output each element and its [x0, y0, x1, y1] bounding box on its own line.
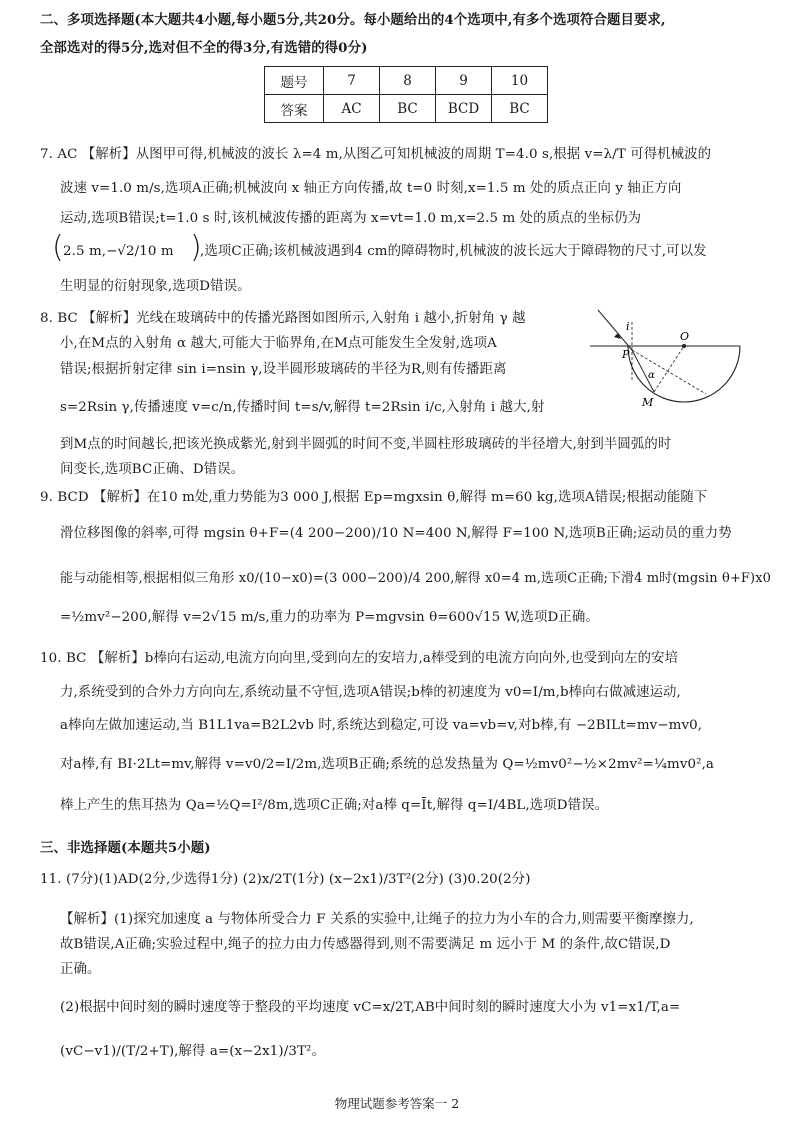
q7-line5: 生明显的衍射现象,选项D错误。: [60, 279, 251, 294]
label-alpha: α: [648, 370, 655, 381]
q8-line4: s=2Rsin γ,传播速度 v=c/n,传播时间 t=s/v,解得 t=2Rsin i/c,入射角 i 越大,射: [60, 400, 545, 415]
radius-om: [654, 346, 684, 392]
q7-coordinate: 2.5 m,−√2/10 m: [63, 244, 174, 259]
q9-line4: =½mv²−200,解得 v=2√15 m/s,重力的功率为 P=mgvsin θ=600√15 W,选项D正确。: [60, 610, 599, 625]
q7-line3: 运动,选项B错误;t=1.0 s 时,该机械波传播的距离为 x=vt=1.0 m,x=2.5 m 处的质点的坐标仍为: [60, 211, 642, 226]
table-cell: 8: [380, 67, 436, 95]
close-paren: ): [190, 230, 202, 265]
row-label-answer: 答案: [265, 95, 324, 123]
q10-line3: a棒向左做加速运动,当 B1L1va=B2L2vb 时,系统达到稳定,可设 va=vb=v,对b棒,有 −2BILt=mv−mv0,: [60, 718, 703, 733]
q11-line6: (vC−v1)/(T/2+T),解得 a=(x−2x1)/3T²。: [60, 1044, 325, 1059]
q10-line1: 10. BC 【解析】b棒向右运动,电流方向向里,受到向左的安培力,a棒受到的电流方向向外,也受到向左的安培: [40, 651, 679, 666]
q11-line4: 正确。: [60, 962, 101, 977]
q11-line3: 故B错误,A正确;实验过程中,绳子的拉力由力传感器得到,则不需要满足 m 远小于 M 的条件,故C错误,D: [60, 937, 671, 952]
q8-line3: 错误;根据折射定律 sin i=nsin γ,设半圆形玻璃砖的半径为R,则有传播距离: [60, 362, 507, 377]
q10-line4: 对a棒,有 BI·2Lt=mv,解得 v=v0/2=I/2m,选项B正确;系统的总发热量为 Q=½mv0²−½×2mv²=¼mv0²,a: [60, 757, 715, 772]
glass-semicircle-diagram: [588, 300, 748, 410]
table-cell: 7: [324, 67, 380, 95]
q9-line1: 9. BCD 【解析】在10 m处,重力势能为3 000 J,根据 Ep=mgxsin θ,解得 m=60 kg,选项A错误;根据动能随下: [40, 490, 708, 505]
q7-line4: ,选项C正确;该机械波遇到4 cm的障碍物时,机械波的波长远大于障碍物的尺寸,可以发: [200, 244, 707, 259]
answer-table-row-answers: [265, 95, 548, 123]
section2-header-line2: 全部选对的得5分,选对但不全的得3分,有选错的得0分): [40, 40, 368, 56]
table-cell: BC: [492, 95, 548, 123]
section2-header-line1: 二、多项选择题(本大题共4小题,每小题5分,共20分。每小题给出的4个选项中,有多个选项符合题目要求,: [40, 12, 666, 28]
table-cell: 9: [436, 67, 492, 95]
open-paren: (: [52, 230, 64, 265]
table-cell: 10: [492, 67, 548, 95]
table-cell: BC: [380, 95, 436, 123]
section3-header: 三、非选择题(本题共5小题): [40, 840, 211, 856]
page-footer: 物理试题参考答案一 2: [334, 1096, 460, 1111]
center-point: [682, 344, 686, 348]
answer-table-row-numbers: [265, 67, 548, 95]
table-cell: AC: [324, 95, 380, 123]
table-cell: BCD: [436, 95, 492, 123]
answer-table: [264, 66, 548, 123]
label-O: O: [680, 330, 690, 343]
q8-line1: 8. BC 【解析】光线在玻璃砖中的传播光路图如图所示,入射角 i 越小,折射角 γ 越: [40, 311, 526, 326]
label-M: M: [642, 396, 654, 409]
q10-line5: 棒上产生的焦耳热为 Qa=½Q=I²/8m,选项C正确;对a棒 q=Īt,解得 q=I/4BL,选项D错误。: [60, 798, 609, 813]
q7-line2: 波速 v=1.0 m/s,选项A正确;机械波向 x 轴正方向传播,故 t=0 时刻,x=1.5 m 处的质点正向 y 轴正方向: [60, 181, 682, 196]
q8-line6: 间变长,选项BC正确、D错误。: [60, 462, 245, 477]
label-i: i: [626, 320, 630, 333]
label-P: P: [622, 348, 630, 361]
q11-line1: 11. (7分)(1)AD(2分,少选得1分) (2)x/2T(1分) (x−2x1)/3T²(2分) (3)0.20(2分): [40, 872, 531, 887]
q8-line5: 到M点的时间越长,把该光换成紫光,射到半圆弧的时间不变,半圆柱形玻璃砖的半径增大,射到半圆弧的时: [60, 437, 672, 452]
q8-line2: 小,在M点的入射角 α 越大,可能大于临界角,在M点可能发生全发射,选项A: [60, 336, 497, 351]
q10-line2: 力,系统受到的合外力方向向左,系统动量不守恒,选项A错误;b棒的初速度为 v0=I/m,b棒向右做减速运动,: [60, 685, 681, 700]
q11-line5: (2)根据中间时刻的瞬时速度等于整段的平均速度 vC=x/2T,AB中间时刻的瞬时速度大小为 v1=x1/T,a=: [60, 1000, 681, 1015]
q7-line1: 7. AC 【解析】从图甲可得,机械波的波长 λ=4 m,从图乙可知机械波的周期 T=4.0 s,根据 v=λ/T 可得机械波的: [40, 147, 712, 162]
row-label-number: 题号: [265, 67, 324, 95]
q11-line2: 【解析】(1)探究加速度 a 与物体所受合力 F 关系的实验中,让绳子的拉力为小车的合力,则需要平衡摩擦力,: [60, 912, 694, 927]
q9-line2: 滑位移图像的斜率,可得 mgsin θ+F=(4 200−200)/10 N=400 N,解得 F=100 N,选项B正确;运动员的重力势: [60, 526, 732, 541]
q9-line3: 能与动能相等,根据相似三角形 x0/(10−x0)=(3 000−200)/4 200,解得 x0=4 m,选项C正确;下滑4 m时(mgsin θ+F)x0: [60, 571, 772, 586]
